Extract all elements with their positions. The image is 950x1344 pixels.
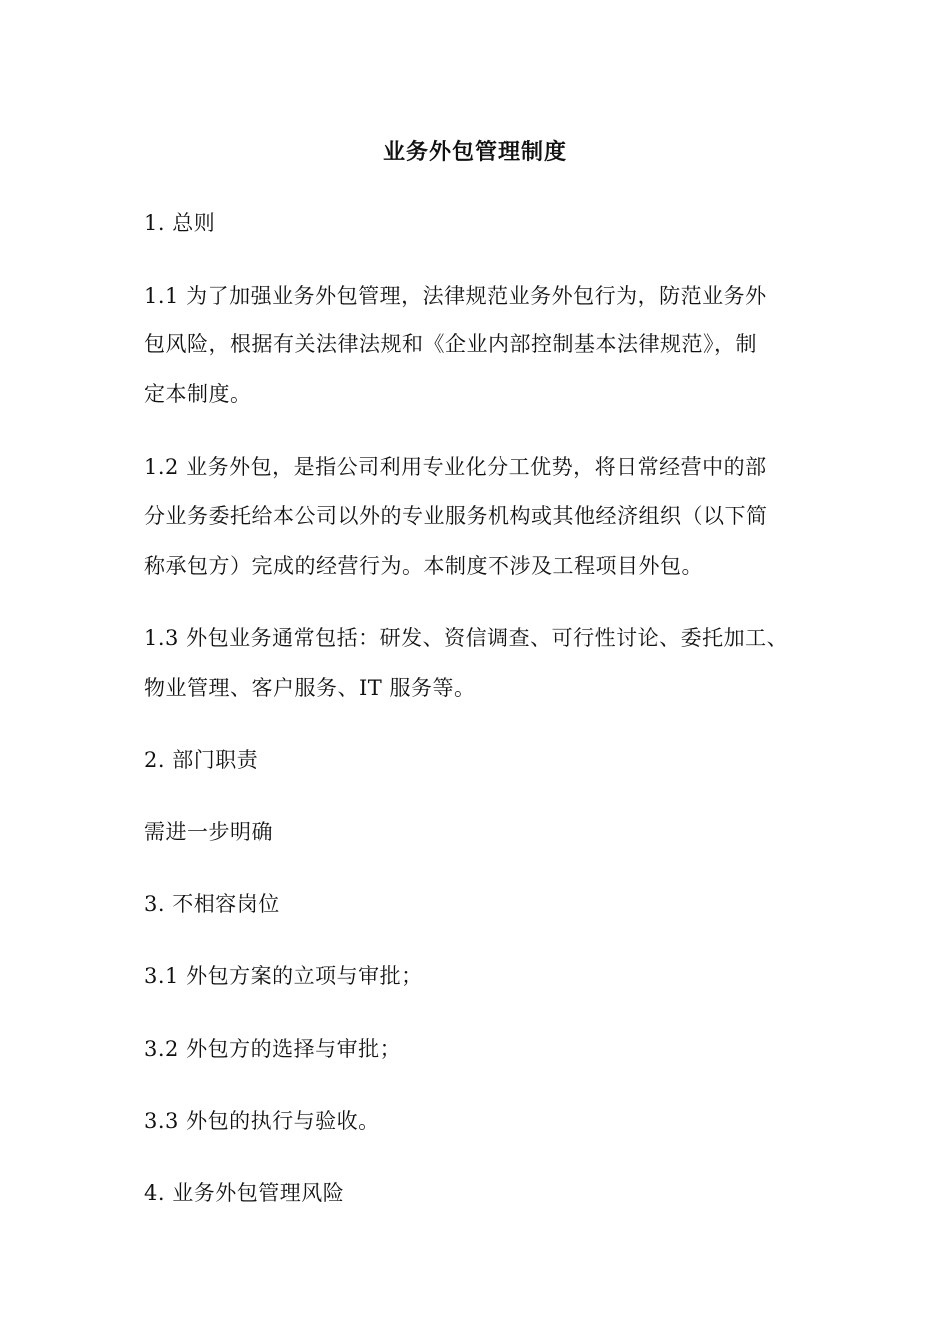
paragraph-1-1-line-2: 包风险，根据有关法律法规和《企业内部控制基本法律规范》，制 bbox=[144, 332, 757, 356]
heading-general: 1. 总则 bbox=[144, 211, 216, 235]
document-title: 业务外包管理制度 bbox=[382, 139, 567, 165]
paragraph-1-2-line-2: 分业务委托给本公司以外的专业服务机构或其他经济组织（以下简 bbox=[144, 504, 768, 528]
paragraph-1-2-line-3: 称承包方）完成的经营行为。本制度不涉及工程项目外包。 bbox=[144, 554, 703, 578]
paragraph-1-3-line-1: 1.3 外包业务通常包括：研发、资信调查、可行性讨论、委托加工、 bbox=[144, 626, 789, 650]
heading-incompatible-positions: 3. 不相容岗位 bbox=[144, 892, 280, 916]
paragraph-1-1-line-3: 定本制度。 bbox=[144, 382, 252, 406]
paragraph-department-duties: 需进一步明确 bbox=[144, 820, 273, 844]
paragraph-1-3-line-2: 物业管理、客户服务、IT 服务等。 bbox=[144, 676, 476, 700]
item-3-3: 3.3 外包的执行与验收。 bbox=[144, 1109, 380, 1133]
paragraph-1-1-line-1: 1.1 为了加强业务外包管理，法律规范业务外包行为，防范业务外 bbox=[144, 284, 767, 308]
heading-department-duties: 2. 部门职责 bbox=[144, 748, 259, 772]
heading-outsourcing-risks: 4. 业务外包管理风险 bbox=[144, 1181, 345, 1205]
item-3-2: 3.2 外包方的选择与审批； bbox=[144, 1037, 402, 1061]
item-3-1: 3.1 外包方案的立项与审批； bbox=[144, 964, 423, 988]
paragraph-1-2-line-1: 1.2 业务外包，是指公司利用专业化分工优势，将日常经营中的部 bbox=[144, 455, 767, 479]
